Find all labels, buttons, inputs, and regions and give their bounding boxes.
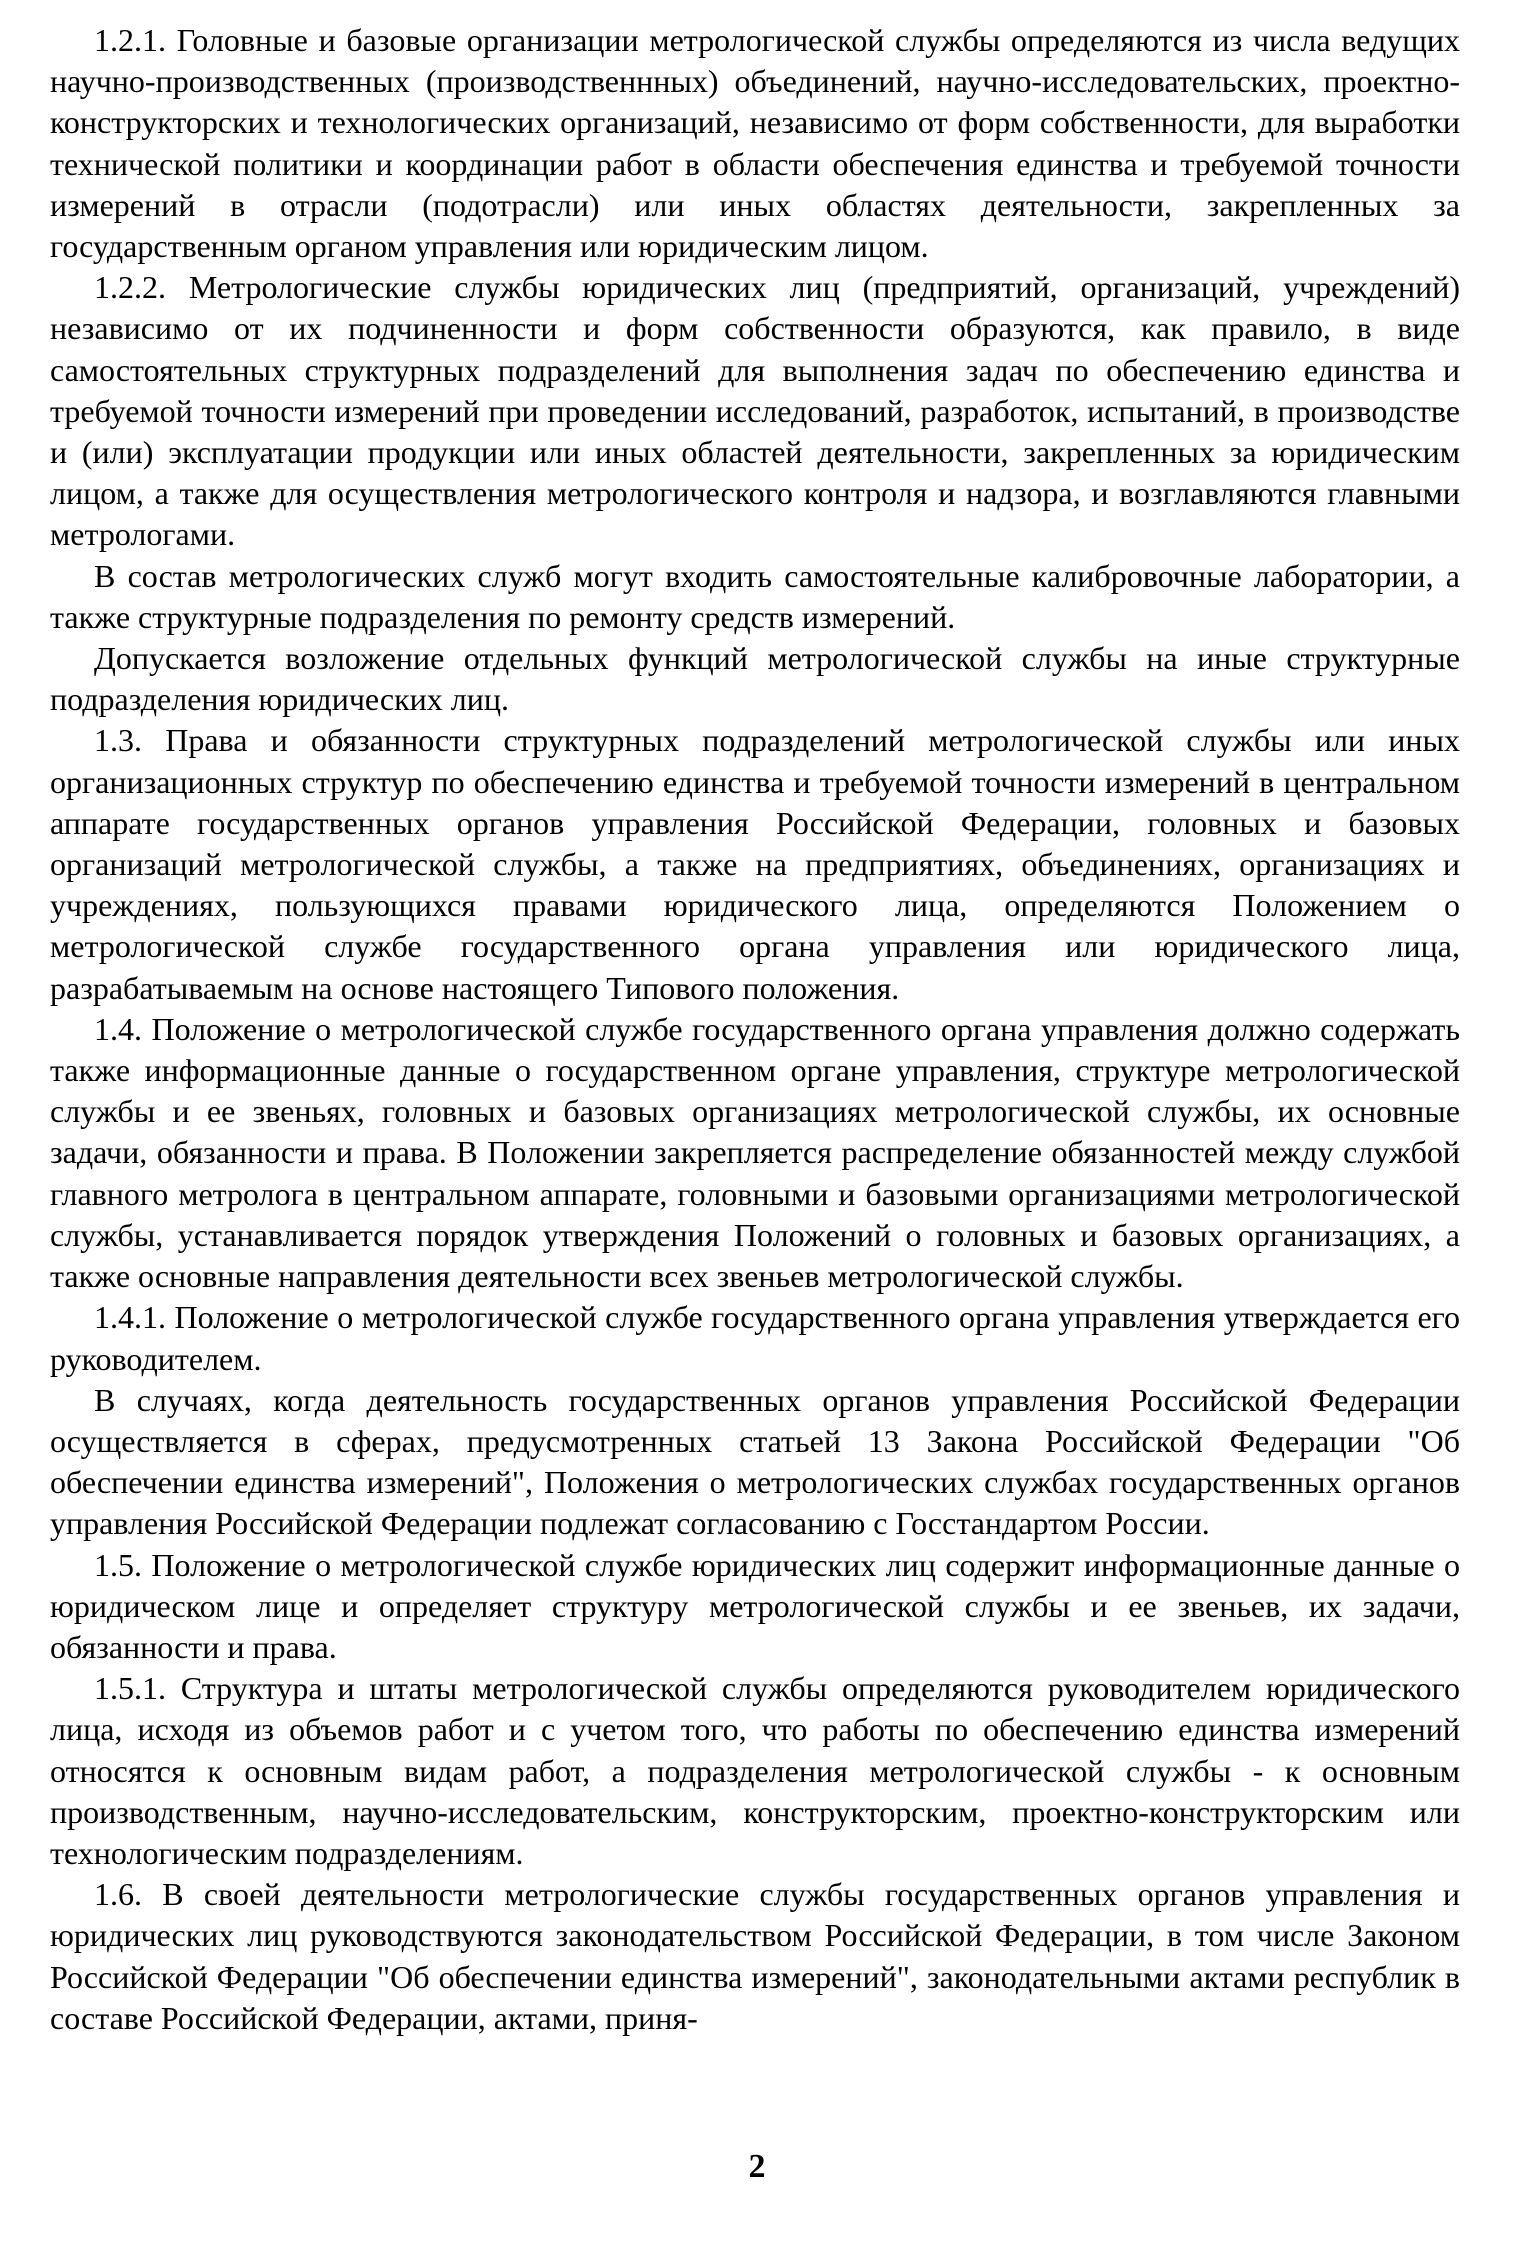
paragraph-delegation: Допускается возложение отдельных функций метрологической службы на иные структурные подразделения юридических лиц.: [50, 640, 1460, 718]
paragraph-1-5-1: 1.5.1. Структура и штаты метрологической службы определяются руководителем юридического лица, исходя из объемов работ и с учетом того, что работы по обеспечению единства измерений относятся к основным видам работ, а подразделения метрологической службы - к основным производственным, научно-исследовательским, конструкторским, проектно-конструкторским или технологическим подразделениям.: [50, 1670, 1460, 1871]
document-page: [50, 20, 1460, 2039]
paragraph-calibration-labs: В состав метрологических служб могут входить самостоятельные калибровочные лаборатории, а также структурные подразделения по ремонту средств измерений.: [50, 557, 1460, 635]
paragraph-agreement-gosstandart: В случаях, когда деятельность государственных органов управления Российской Федерации осуществляется в сферах, предусмотренных статьей 13 Закона Российской Федерации "Об обеспечении единства измерений", Положения о метрологических службах государственных органов управления Российской Федерации подлежат согласованию с Госстандартом России.: [50, 1381, 1460, 1542]
paragraph-1-6: 1.6. В своей деятельности метрологические службы государственных органов управления и юридических лиц руководствуются законодательством Российской Федерации, в том числе Законом Российской Федерации "Об обеспечении единства измерений", законодательными актами республик в составе Российской Федерации, актами, приня-: [50, 1876, 1460, 2036]
page-number: 2: [748, 2148, 766, 2185]
paragraph-1-3: 1.3. Права и обязанности структурных подразделений метрологической службы или иных организационных структур по обеспечению единства и требуемой точности измерений в центральном аппарате государственных органов управления Российской Федерации, головных и базовых организаций метрологической службы, а также на предприятиях, объединениях, организациях и учреждениях, пользующихся правами юридического лица, определяются Положением о метрологической службе государственного органа управления или юридического лица, разрабатываемым на основе настоящего Типового положения.: [50, 722, 1460, 1006]
paragraph-1-2-2: 1.2.2. Метрологические службы юридических лиц (предприятий, организаций, учреждений) независимо от их подчиненности и форм собственности образуются, как правило, в виде самостоятельных структурных подразделений для выполнения задач по обеспечению единства и требуемой точности измерений при проведении исследований, разработок, испытаний, в производстве и (или) эксплуатации продукции или иных областей деятельности, закрепленных за юридическим лицом, а также для осуществления метрологического контроля и надзора, и возглавляются главными метрологами.: [50, 269, 1460, 553]
paragraph-1-5: 1.5. Положение о метрологической службе юридических лиц содержит информационные данные о юридическом лице и определяет структуру метрологической службы и ее звеньев, их задачи, обязанности и права.: [50, 1546, 1460, 1665]
paragraph-1-4-1: 1.4.1. Положение о метрологической службе государственного органа управления утверждается его руководителем.: [50, 1299, 1460, 1377]
paragraph-1-2-1: 1.2.1. Головные и базовые организации метрологической службы определяются из числа ведущих научно-производственных (производственнных) объединений, научно-исследовательских, проектно-конструкторских и технологических организаций, независимо от форм собственности, для выработки технической политики и координации работ в области обеспечения единства и требуемой точности измерений в отрасли (подотрасли) или иных областях деятельности, закрепленных за государственным органом управления или юридическим лицом.: [50, 22, 1460, 265]
paragraph-1-4: 1.4. Положение о метрологической службе государственного органа управления должно содержать также информационные данные о государственном органе управления, структуре метрологической службы и ее звеньях, головных и базовых организациях метрологической службы, их основные задачи, обязанности и права. В Положении закрепляется распределение обязанностей между службой главного метролога в центральном аппарате, головными и базовыми организациями метрологической службы, устанавливается порядок утверждения Положений о головных и базовых организациях, а также основные направления деятельности всех звеньев метрологической службы.: [50, 1010, 1460, 1295]
